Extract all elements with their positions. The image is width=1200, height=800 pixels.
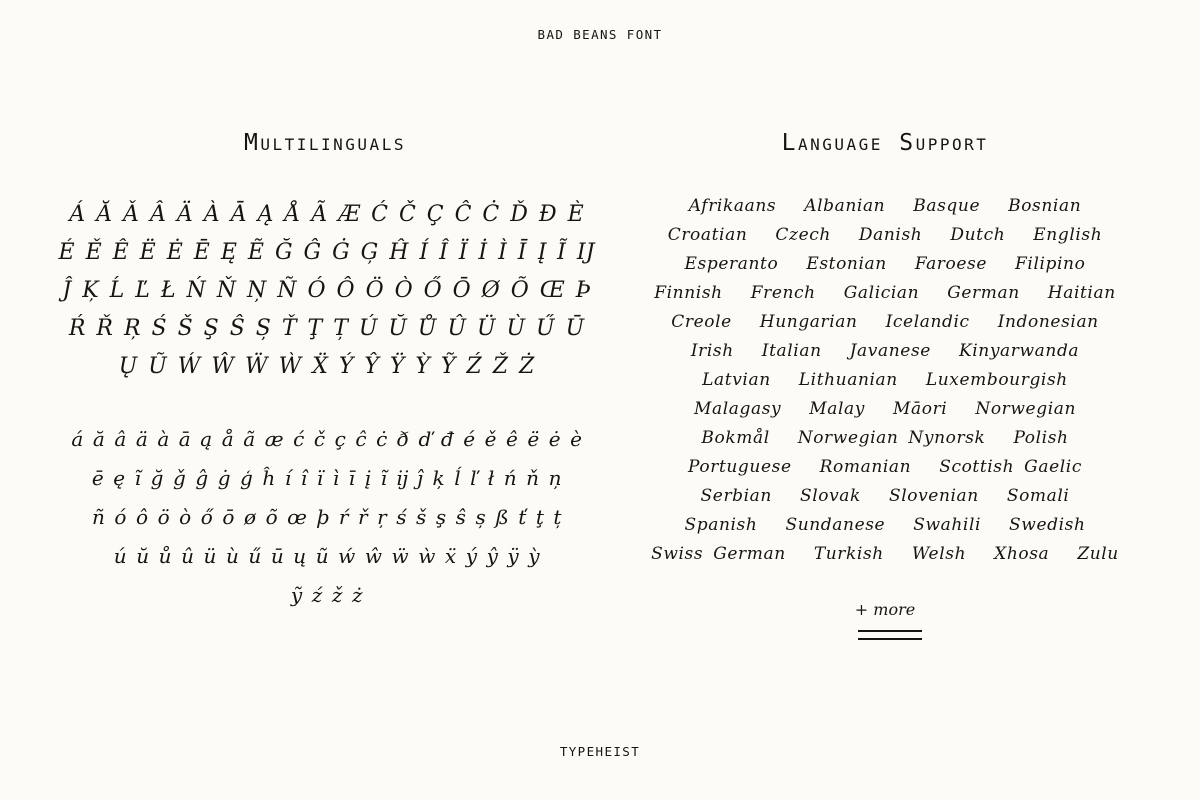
language-item: Hungarian [759, 312, 858, 332]
language-item: Esperanto [684, 254, 779, 274]
language-item: Polish [1013, 428, 1069, 448]
language-item: Czech [775, 225, 831, 245]
language-item: Filipino [1015, 254, 1086, 274]
more-languages-link[interactable]: + more [854, 600, 916, 619]
language-item: Norwegian Nynorsk [797, 428, 986, 448]
language-item: Irish [690, 341, 734, 361]
language-item: Faroese [914, 254, 988, 274]
language-item: Sundanese [785, 515, 886, 535]
lowercase-glyph-line: á ă â ä à ā ą å ã æ ć č ç ĉ ċ ð ď đ é ě ê ë ė è [71, 427, 584, 451]
language-item: Albanian [804, 196, 886, 216]
uppercase-glyph-line: Ĵ Ķ Ĺ Ľ Ł Ń Ň Ņ Ñ Ó Ô Ö Ò Ő Ō Ø Õ Œ Þ [62, 278, 593, 303]
language-item: Creole [671, 312, 732, 332]
language-item: Finnish [654, 283, 723, 303]
language-item: German [947, 283, 1020, 303]
uppercase-glyph-line: Ų Ũ Ẃ Ŵ Ẅ Ẁ Ẍ Ý Ŷ Ÿ Ỳ Ỹ Ź Ž Ż [118, 354, 537, 379]
language-item: Swahili [913, 515, 982, 535]
language-line [630, 221, 1140, 250]
language-line [630, 453, 1140, 482]
language-item: Turkish [813, 544, 884, 564]
language-item: Bosnian [1008, 196, 1082, 216]
language-item: Romanian [819, 457, 912, 477]
language-item: Lithuanian [798, 370, 898, 390]
uppercase-glyph-line: Ŕ Ř Ŗ Ś Š Ş Ŝ Ș Ť Ţ Ț Ú Ŭ Ů Û Ü Ù Ű Ū [68, 316, 587, 341]
language-item: Portuguese [688, 457, 792, 477]
language-item: Estonian [806, 254, 887, 274]
language-item: Luxembourgish [925, 370, 1068, 390]
language-item: English [1033, 225, 1103, 245]
language-item: Serbian [700, 486, 772, 506]
language-item: Slovenian [888, 486, 979, 506]
lowercase-glyph-line: ỹ ź ž ż [290, 583, 365, 607]
language-item: Basque [913, 196, 981, 216]
language-line [630, 279, 1140, 308]
language-item: Bokmål [701, 428, 770, 448]
language-item: Javanese [849, 341, 931, 361]
uppercase-glyph-line: É Ě Ê Ë Ė Ē Ę Ẽ Ğ Ĝ Ġ Ģ Ĥ Í Î Ï İ Ì Ī Į Ĩ Ĳ [58, 240, 597, 265]
language-item: Indonesian [997, 312, 1099, 332]
language-item: Scottish Gaelic [939, 457, 1082, 477]
language-item: Kinyarwanda [958, 341, 1080, 361]
language-line [630, 250, 1140, 279]
language-item: Spanish [684, 515, 758, 535]
language-item: Italian [761, 341, 822, 361]
lowercase-glyph-line: ñ ó ô ö ò ő ō ø õ œ þ ŕ ř ŗ ś š ş ŝ ș ß ť ţ ț [91, 505, 564, 529]
language-item: Slovak [799, 486, 861, 506]
language-item: Dutch [950, 225, 1006, 245]
uppercase-glyph-block [55, 196, 600, 386]
language-item: Zulu [1077, 544, 1119, 564]
language-item: Swiss German [651, 544, 786, 564]
page-title: BAD BEANS FONT [537, 27, 663, 42]
language-item: Afrikaans [688, 196, 777, 216]
language-line [630, 395, 1140, 424]
language-line [630, 511, 1140, 540]
language-line [630, 337, 1140, 366]
language-item: Malay [809, 399, 865, 419]
language-item: Norwegian [975, 399, 1077, 419]
language-item: Xhosa [994, 544, 1050, 564]
language-line [630, 308, 1140, 337]
more-underline-decoration [858, 630, 922, 640]
lowercase-glyph-block [55, 420, 600, 615]
language-item: French [750, 283, 816, 303]
language-item: Haitian [1047, 283, 1116, 303]
language-item: Danish [858, 225, 923, 245]
language-line [630, 482, 1140, 511]
language-item: Latvian [702, 370, 771, 390]
language-line [630, 192, 1140, 221]
language-line [630, 424, 1140, 453]
language-item: Welsh [911, 544, 967, 564]
language-list [630, 192, 1140, 569]
language-item: Māori [893, 399, 948, 419]
multilinguals-heading: Multilinguals [244, 130, 406, 156]
language-support-heading: Language Support [781, 130, 989, 156]
language-item: Somali [1006, 486, 1070, 506]
language-item: Icelandic [885, 312, 970, 332]
language-item: Galician [843, 283, 920, 303]
lowercase-glyph-line: ú ŭ ů û ü ù ű ū ų ũ ẃ ŵ ẅ ẁ ẍ ý ŷ ÿ ỳ [113, 544, 542, 568]
language-line [630, 366, 1140, 395]
language-item: Croatian [667, 225, 748, 245]
language-line [630, 540, 1140, 569]
uppercase-glyph-line: Á Ă Ǎ Â Ä À Ā Ą Å Ã Æ Ć Č Ç Ĉ Ċ Ď Đ È [69, 202, 586, 227]
language-item: Malagasy [693, 399, 782, 419]
lowercase-glyph-line: ē ę ĩ ğ ǧ ĝ ġ ģ ĥ í î ï ì ī į ĩ ĳ ĵ ķ ĺ ľ ł ń ň ņ [91, 466, 564, 490]
footer-brand: TYPEHEIST [559, 744, 641, 759]
language-item: Swedish [1009, 515, 1086, 535]
